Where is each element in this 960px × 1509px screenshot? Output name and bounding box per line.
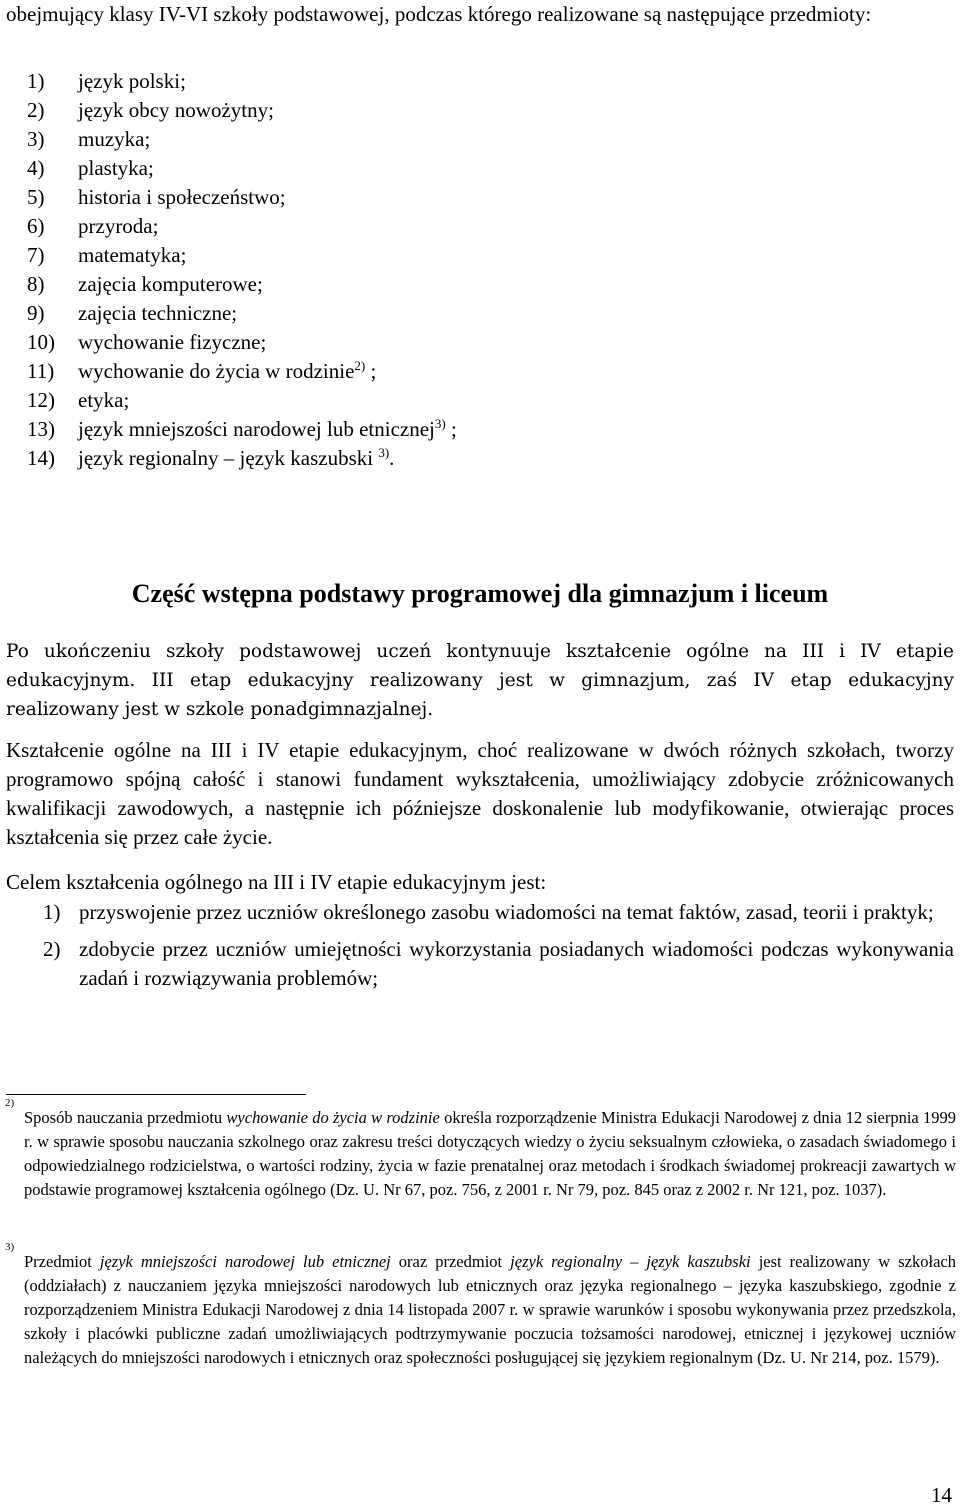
list-text: matematyka; <box>78 243 187 267</box>
paragraph-general-education: Kształcenie ogólne na III i IV etapie edukacyjnym, choć realizowane w dwóch różnych szkołach, tworzy programowo spójną całość i stanowi fundament wykształcenia, umożliwiający zdobycie zróżnicowanych kwalifikacji zawodowych, a następnie ich późniejsze doskonalenie lub modyfikowanie, otwierając proces kształcenia się przez całe życie. <box>6 738 954 849</box>
list-text: język obcy nowożytny; <box>78 98 274 122</box>
section-heading: Część wstępna podstawy programowej dla gimnazjum i liceum <box>131 579 829 608</box>
list-item <box>27 328 457 357</box>
footnote-divider <box>6 1094 306 1095</box>
list-text: wychowanie fizyczne; <box>78 330 267 354</box>
list-item <box>27 183 457 212</box>
list-item <box>27 386 457 415</box>
list-number: 10) <box>27 330 55 354</box>
list-text: język mniejszości narodowej lub etnicznej <box>78 417 435 441</box>
list-number: 8) <box>27 272 45 296</box>
list-item <box>6 898 954 927</box>
footnote-text: określa rozporządzenie Ministra Edukacji Narodowej z dnia 12 sierpnia 1999 r. w sprawie sposobu nauczania szkolnego oraz zakresu treści dotyczących wiedzy o życiu seksualnym człowieka, o zasadach świadomego i odpowiedzialnego rodzicielstwa, o wartości rodziny, życia w fazie prenatalnej oraz metodach i środkach świadomej prokreacji zawartych w podstawie programowej kształcenia ogólnego (Dz. U. Nr 67, poz. 756, z 2001 r. Nr 79, poz. 845 oraz z 2002 r. Nr 121, poz. 1037). <box>24 1108 956 1199</box>
list-number: 14) <box>27 446 55 470</box>
list-text: zajęcia techniczne; <box>78 301 238 325</box>
list-text: etyka; <box>78 388 130 412</box>
list-number: 7) <box>27 243 45 267</box>
paragraph-goals-intro: Celem kształcenia ogólnego na III i IV etapie edukacyjnym jest: <box>6 870 547 894</box>
footnote-text: Sposób nauczania przedmiotu <box>24 1108 227 1127</box>
footnote-italic: wychowanie do życia w rodzinie <box>226 1108 440 1127</box>
list-number: 1) <box>27 69 45 93</box>
list-item <box>27 415 457 444</box>
list-text: historia i społeczeństwo; <box>78 185 286 209</box>
footnote-italic: język regionalny – język kaszubski <box>510 1252 751 1271</box>
list-item <box>27 125 457 154</box>
list-number: 6) <box>27 214 45 238</box>
list-item <box>27 96 457 125</box>
footnote-text: jest realizowany w szkołach (oddziałach) z nauczaniem języka mniejszości narodowych lub etnicznych oraz języka regionalnego – języka kaszubskiego, zgodnie z rozporządzeniem Ministra Edukacji Narodowej z dnia 14 listopada 2007 r. w sprawie warunków i sposobu wykonywania przez przedszkola, szkoły i placówki publiczne zadań umożliwiających podtrzymywanie poczucia tożsamości narodowej, etnicznej i językowej uczniów należących do mniejszości narodowych i etnicznych oraz społeczności posługującej się językiem regionalnym (Dz. U. Nr 214, poz. 1579). <box>24 1252 956 1367</box>
footnote-ref: 2) <box>354 358 366 373</box>
list-text: wychowanie do życia w rodzinie <box>78 359 355 383</box>
footnote-3: 3) Przedmiot język mniejszości narodowej lub etnicznej oraz przedmiot język regionalny – język kaszubski jest realizowany w szkołach (oddziałach) z nauczaniem języka mniejszości narodowych lub etnicznych oraz języka regionalnego – języka kaszubskiego, zgodnie z rozporządzeniem Ministra Edukacji Narodowej z dnia 14 listopada 2007 r. w sprawie warunków i sposobu wykonywania przez przedszkola, szkoły i placówki publiczne zadań umożliwiających podtrzymywanie poczucia tożsamości narodowej, etnicznej i językowej uczniów należących do mniejszości narodowych i etnicznych oraz społeczności posługującej się językiem regionalnym (Dz. U. Nr 214, poz. 1579). <box>5 1241 956 1367</box>
list-text-end: . <box>389 446 395 470</box>
list-number: 2) <box>43 937 61 961</box>
paragraph-continuation: Po ukończeniu szkoły podstawowej uczeń kontynuuje kształcenie ogólne na III i IV etapie edukacyjnym. III etap edukacyjny realizowany jest w gimnazjum, zaś IV etap edukacyjny realizowany jest w szkole ponadgimnazjalnej. <box>6 641 954 720</box>
list-number: 13) <box>27 417 55 441</box>
footnote-text: Przedmiot <box>24 1252 100 1271</box>
list-item <box>27 357 457 386</box>
list-item <box>27 299 457 328</box>
list-text: przyswojenie przez uczniów określonego zasobu wiadomości na temat faktów, zasad, teorii i praktyk; <box>79 900 934 924</box>
subject-list <box>27 67 457 473</box>
list-item <box>27 444 457 473</box>
list-text: muzyka; <box>78 127 151 151</box>
list-item <box>27 270 457 299</box>
goals-list <box>6 898 954 1001</box>
list-text: zajęcia komputerowe; <box>78 272 263 296</box>
list-item <box>27 154 457 183</box>
footnote-ref: 3) <box>378 445 390 460</box>
list-item <box>27 212 457 241</box>
list-text: język regionalny – język kaszubski <box>78 446 374 470</box>
footnote-2: 2) Sposób nauczania przedmiotu wychowanie do życia w rodzinie określa rozporządzenie Ministra Edukacji Narodowej z dnia 12 sierpnia 1999 r. w sprawie sposobu nauczania szkolnego oraz zakresu treści dotyczących wiedzy o życiu seksualnym człowieka, o zasadach świadomego i odpowiedzialnego rodzicielstwa, o wartości rodziny, życia w fazie prenatalnej oraz metodach i środkach świadomej prokreacji zawartych w podstawie programowej kształcenia ogólnego (Dz. U. Nr 67, poz. 756, z 2001 r. Nr 79, poz. 845 oraz z 2002 r. Nr 121, poz. 1037). <box>5 1097 956 1199</box>
footnote-ref: 3) <box>434 416 446 431</box>
list-number: 9) <box>27 301 45 325</box>
list-text-end: ; <box>365 359 377 383</box>
list-number: 11) <box>27 359 55 383</box>
list-text: język polski; <box>78 69 186 93</box>
list-text: przyroda; <box>78 214 159 238</box>
footnote-italic: język mniejszości narodowej lub etnicznej <box>99 1252 391 1271</box>
list-text-end: ; <box>445 417 457 441</box>
list-item <box>27 67 457 96</box>
list-text: zdobycie przez uczniów umiejętności wykorzystania posiadanych wiadomości podczas wykonywania zadań i rozwiązywania problemów; <box>79 937 954 990</box>
list-number: 2) <box>27 98 45 122</box>
list-number: 4) <box>27 156 45 180</box>
list-number: 5) <box>27 185 45 209</box>
footnote-text: oraz przedmiot <box>390 1252 511 1271</box>
list-item <box>27 241 457 270</box>
list-text: plastyka; <box>78 156 154 180</box>
list-number: 1) <box>43 900 61 924</box>
page-number: 14 <box>931 1483 952 1507</box>
list-number: 3) <box>27 127 45 151</box>
intro-paragraph: obejmujący klasy IV-VI szkoły podstawowej, podczas którego realizowane są następujące przedmioty: <box>6 2 872 26</box>
list-number: 12) <box>27 388 55 412</box>
list-item <box>6 935 954 993</box>
